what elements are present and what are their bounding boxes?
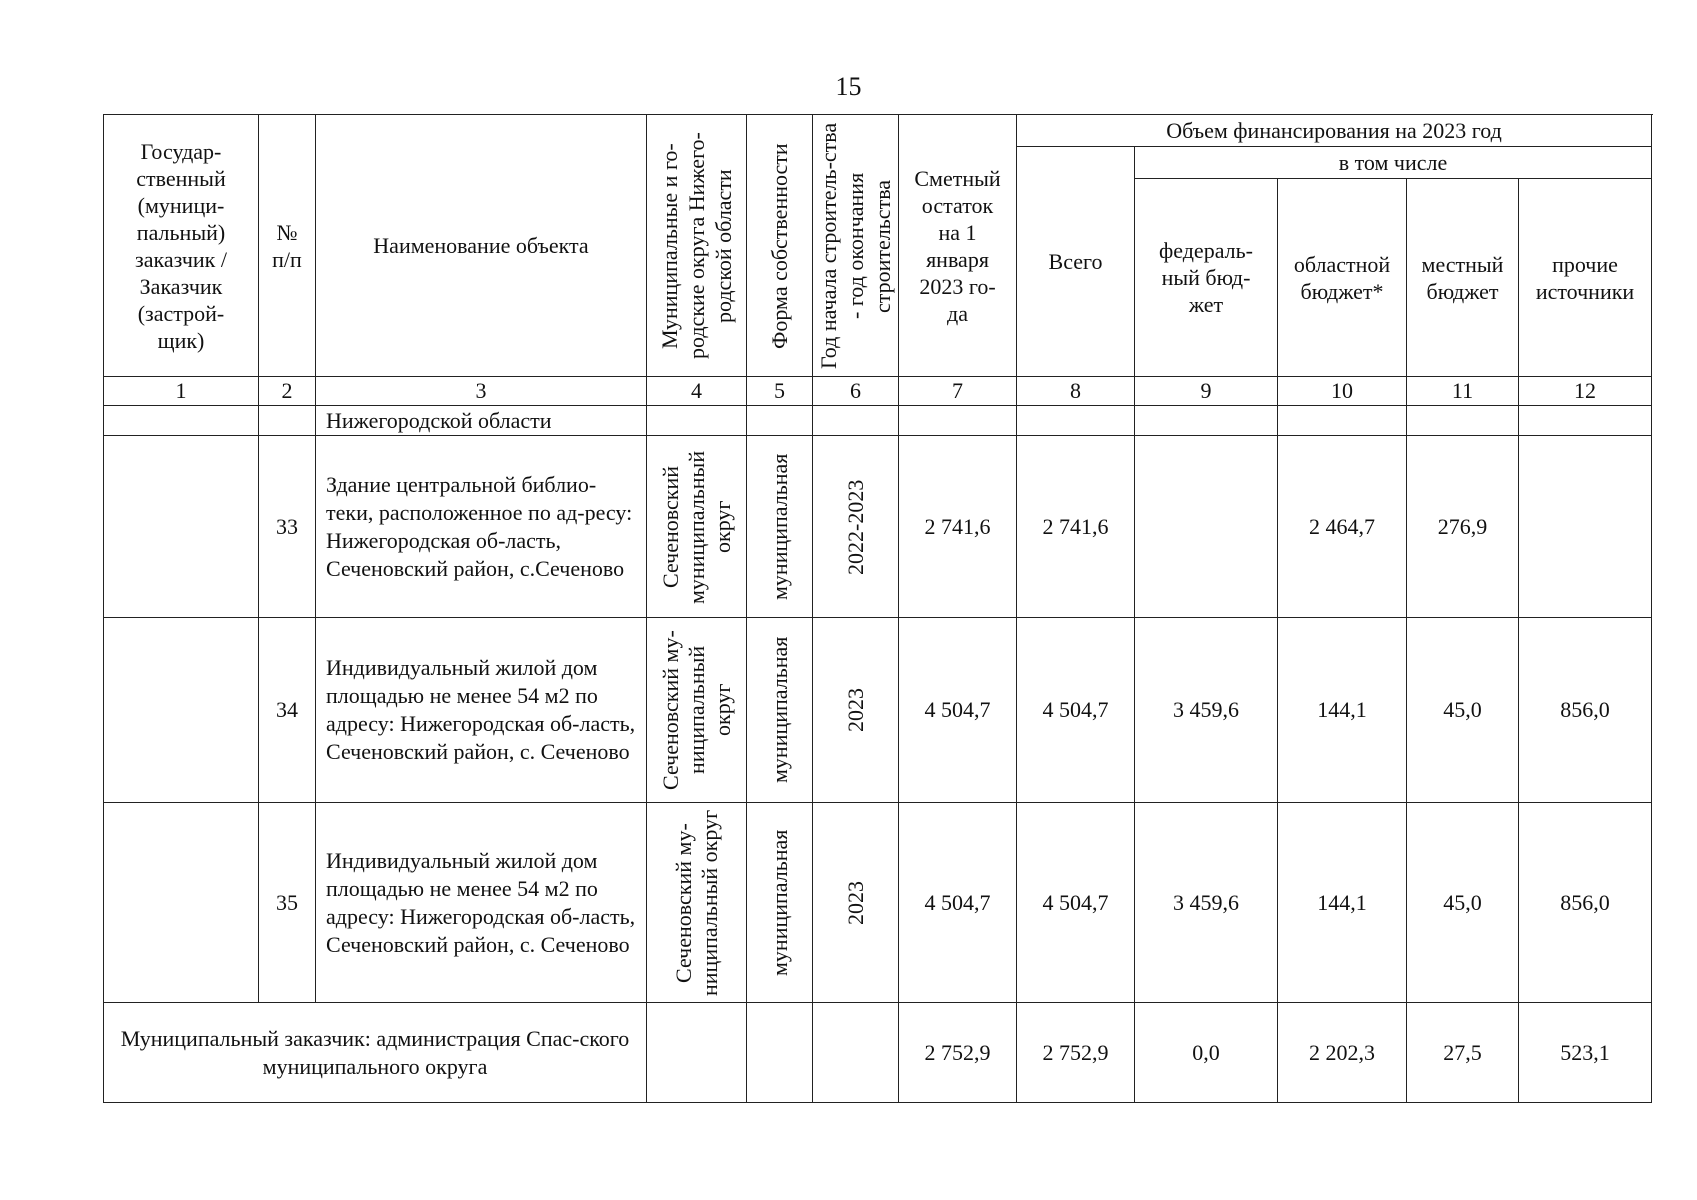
table-row xyxy=(104,803,1652,1003)
col-num: 7 xyxy=(899,377,1017,406)
header-federal: федераль-ный бюд-жет xyxy=(1135,179,1278,377)
years: 2023 xyxy=(813,803,899,1003)
col-num: 9 xyxy=(1135,377,1278,406)
table-row xyxy=(104,436,1652,618)
district: Сеченовский муниципальный округ xyxy=(647,436,747,618)
column-numbers-row xyxy=(104,377,1652,406)
ownership: муниципальная xyxy=(747,618,813,803)
total: 2 741,6 xyxy=(1017,436,1135,618)
header-num: № п/п xyxy=(259,115,316,377)
financing-table xyxy=(103,114,1652,1103)
other: 856,0 xyxy=(1519,618,1652,803)
regional: 144,1 xyxy=(1278,803,1407,1003)
page-number: 15 xyxy=(835,72,862,101)
col-num: 8 xyxy=(1017,377,1135,406)
header-object-name: Наименование объекта xyxy=(316,115,647,377)
header-other: прочие источники xyxy=(1519,179,1652,377)
summary-local: 27,5 xyxy=(1407,1003,1519,1103)
col-num: 4 xyxy=(647,377,747,406)
local: 45,0 xyxy=(1407,618,1519,803)
object-name: Здание центральной библио-теки, расположенное по ад-ресу: Нижегородская об-ласть, Сеченовский район, с.Сеченово xyxy=(316,436,647,618)
col-num: 12 xyxy=(1519,377,1652,406)
header-ownership: Форма собственности xyxy=(747,115,813,377)
col-num: 6 xyxy=(813,377,899,406)
col-num: 11 xyxy=(1407,377,1519,406)
object-name: Индивидуальный жилой дом площадью не менее 54 м2 по адресу: Нижегородская об-ласть, Сеченовский район, с. Сеченово xyxy=(316,618,647,803)
summary-balance: 2 752,9 xyxy=(899,1003,1017,1103)
years: 2022-2023 xyxy=(813,436,899,618)
col-num: 5 xyxy=(747,377,813,406)
table-row xyxy=(104,618,1652,803)
total: 4 504,7 xyxy=(1017,618,1135,803)
years: 2023 xyxy=(813,618,899,803)
ownership: муниципальная xyxy=(747,436,813,618)
local: 276,9 xyxy=(1407,436,1519,618)
district: Сеченовский му-ниципальный округ xyxy=(647,618,747,803)
federal: 3 459,6 xyxy=(1135,803,1278,1003)
col-num: 2 xyxy=(259,377,316,406)
balance: 2 741,6 xyxy=(899,436,1017,618)
header-total: Всего xyxy=(1017,147,1135,377)
col-num: 1 xyxy=(104,377,259,406)
row-num: 34 xyxy=(259,618,316,803)
regional: 2 464,7 xyxy=(1278,436,1407,618)
balance: 4 504,7 xyxy=(899,618,1017,803)
header-balance: Сметный остаток на 1 января 2023 го-да xyxy=(899,115,1017,377)
col-num: 3 xyxy=(316,377,647,406)
total: 4 504,7 xyxy=(1017,803,1135,1003)
federal xyxy=(1135,436,1278,618)
summary-federal: 0,0 xyxy=(1135,1003,1278,1103)
header-district: Муниципальные и го-родские округа Нижего-родской области xyxy=(647,115,747,377)
header-regional: областной бюджет* xyxy=(1278,179,1407,377)
summary-other: 523,1 xyxy=(1519,1003,1652,1103)
balance: 4 504,7 xyxy=(899,803,1017,1003)
summary-label: Муниципальный заказчик: администрация Спас-ского муниципального округа xyxy=(104,1003,647,1103)
other xyxy=(1519,436,1652,618)
regional: 144,1 xyxy=(1278,618,1407,803)
header-customer: Государ-ственный (муници-пальный) заказчик / Заказчик (застрой-щик) xyxy=(104,115,259,377)
continuation-text: Нижегородской области xyxy=(316,406,647,436)
summary-row xyxy=(104,1003,1652,1103)
col-num: 10 xyxy=(1278,377,1407,406)
row-num: 33 xyxy=(259,436,316,618)
ownership: муниципальная xyxy=(747,803,813,1003)
row-num: 35 xyxy=(259,803,316,1003)
federal: 3 459,6 xyxy=(1135,618,1278,803)
local: 45,0 xyxy=(1407,803,1519,1003)
header-years: Год начала строитель-ства - год окончания строительства xyxy=(813,115,899,377)
summary-regional: 2 202,3 xyxy=(1278,1003,1407,1103)
summary-total: 2 752,9 xyxy=(1017,1003,1135,1103)
district: Сеченовский му-ниципальный округ xyxy=(647,803,747,1003)
continuation-row xyxy=(104,406,1652,436)
object-name: Индивидуальный жилой дом площадью не менее 54 м2 по адресу: Нижегородская об-ласть, Сеченовский район, с. Сеченово xyxy=(316,803,647,1003)
header-including: в том числе xyxy=(1135,147,1652,179)
header-financing: Объем финансирования на 2023 год xyxy=(1017,115,1652,147)
other: 856,0 xyxy=(1519,803,1652,1003)
header-local: местный бюджет xyxy=(1407,179,1519,377)
